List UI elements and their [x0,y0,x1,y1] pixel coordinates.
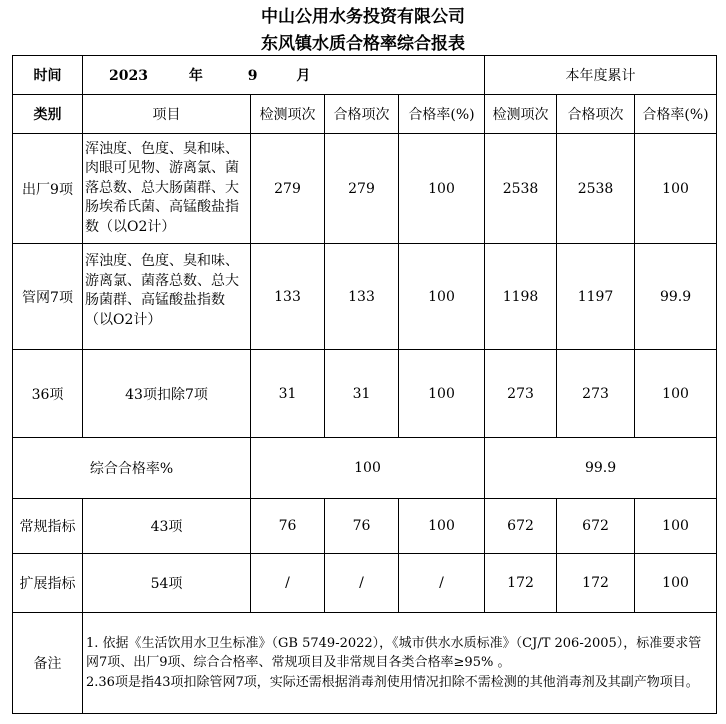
table-row [13,244,717,350]
row-category: 管网7项 [13,244,83,350]
year-test-count: 2538 [485,134,557,244]
month-test-count: 31 [251,350,325,438]
water-quality-table [12,55,717,714]
year-test-count: 1198 [485,244,557,350]
composite-year-value: 99.9 [485,438,717,499]
header-pass-rate-year: 合格率(%) [635,95,717,134]
year-pass-rate: 100 [635,554,717,613]
year-pass-rate: 100 [635,499,717,554]
header-category: 类别 [13,95,83,134]
month-pass-count: / [325,554,399,613]
row-category: 扩展指标 [13,554,83,613]
header-item: 项目 [83,95,251,134]
month-pass-count: 76 [325,499,399,554]
year-test-count: 172 [485,554,557,613]
month-test-count: 133 [251,244,325,350]
month-pass-count: 31 [325,350,399,438]
month-pass-rate: 100 [399,244,485,350]
composite-month-value: 100 [251,438,485,499]
year-unit: 年 [188,68,203,84]
notes-row [13,613,717,714]
year-pass-count: 273 [557,350,635,438]
report-period [83,56,485,95]
row-item: 54项 [83,554,251,613]
header-pass-count: 合格项次 [325,95,399,134]
month-test-count: / [251,554,325,613]
year-pass-count: 1197 [557,244,635,350]
month-pass-rate: 100 [399,134,485,244]
year-pass-rate: 100 [635,350,717,438]
composite-row [13,438,717,499]
month-pass-count: 133 [325,244,399,350]
header-test-count-year: 检测项次 [485,95,557,134]
header-pass-count-year: 合格项次 [557,95,635,134]
year-pass-rate: 100 [635,134,717,244]
composite-label: 综合合格率% [13,438,251,499]
header-test-count: 检测项次 [251,95,325,134]
month-test-count: 279 [251,134,325,244]
notes-label: 备注 [13,613,83,714]
table-row [13,499,717,554]
month-pass-rate: / [399,554,485,613]
year-pass-count: 2538 [557,134,635,244]
company-title: 中山公用水务投资有限公司 [261,7,465,27]
month-pass-rate: 100 [399,350,485,438]
row-item: 浑浊度、色度、臭和味、游离氯、菌落总数、总大肠菌群、高锰酸盐指数（以O2计） [83,244,251,350]
year-pass-rate: 99.9 [635,244,717,350]
table-row [13,350,717,438]
header-pass-rate: 合格率(%) [399,95,485,134]
time-label: 时间 [13,56,83,95]
month-pass-count: 279 [325,134,399,244]
row-category: 出厂9项 [13,134,83,244]
month-test-count: 76 [251,499,325,554]
year-test-count: 672 [485,499,557,554]
row-category: 36项 [13,350,83,438]
notes-content [83,613,717,714]
note-line-2: 2.36项是指43项扣除管网7项，实际还需根据消毒剂使用情况扣除不需检测的其他消毒剂及其副产物项目。 [86,674,699,690]
table-row [13,554,717,613]
note-line-1: 1. 依据《生活饮用水卫生标准》（GB 5749-2022），《城市供水水质标准》（CJ/T 206-2005），标准要求管网7项、出厂9项、综合合格率、常规项目及非常规目各类合格率≥95% 。 [86,635,702,671]
row-item: 43项 [83,499,251,554]
month-unit: 月 [296,68,311,84]
year-value: 2023 [109,68,148,84]
month-pass-rate: 100 [399,499,485,554]
row-item: 43项扣除7项 [83,350,251,438]
year-pass-count: 672 [557,499,635,554]
table-row [13,134,717,244]
year-test-count: 273 [485,350,557,438]
annual-total-header: 本年度累计 [485,56,717,95]
row-item: 浑浊度、色度、臭和味、肉眼可见物、游离氯、菌落总数、总大肠菌群、大肠埃希氏菌、高锰酸盐指数（以O2计） [83,134,251,244]
report-title: 东风镇水质合格率综合报表 [261,34,465,54]
year-pass-count: 172 [557,554,635,613]
month-value: 9 [247,68,258,84]
row-category: 常规指标 [13,499,83,554]
